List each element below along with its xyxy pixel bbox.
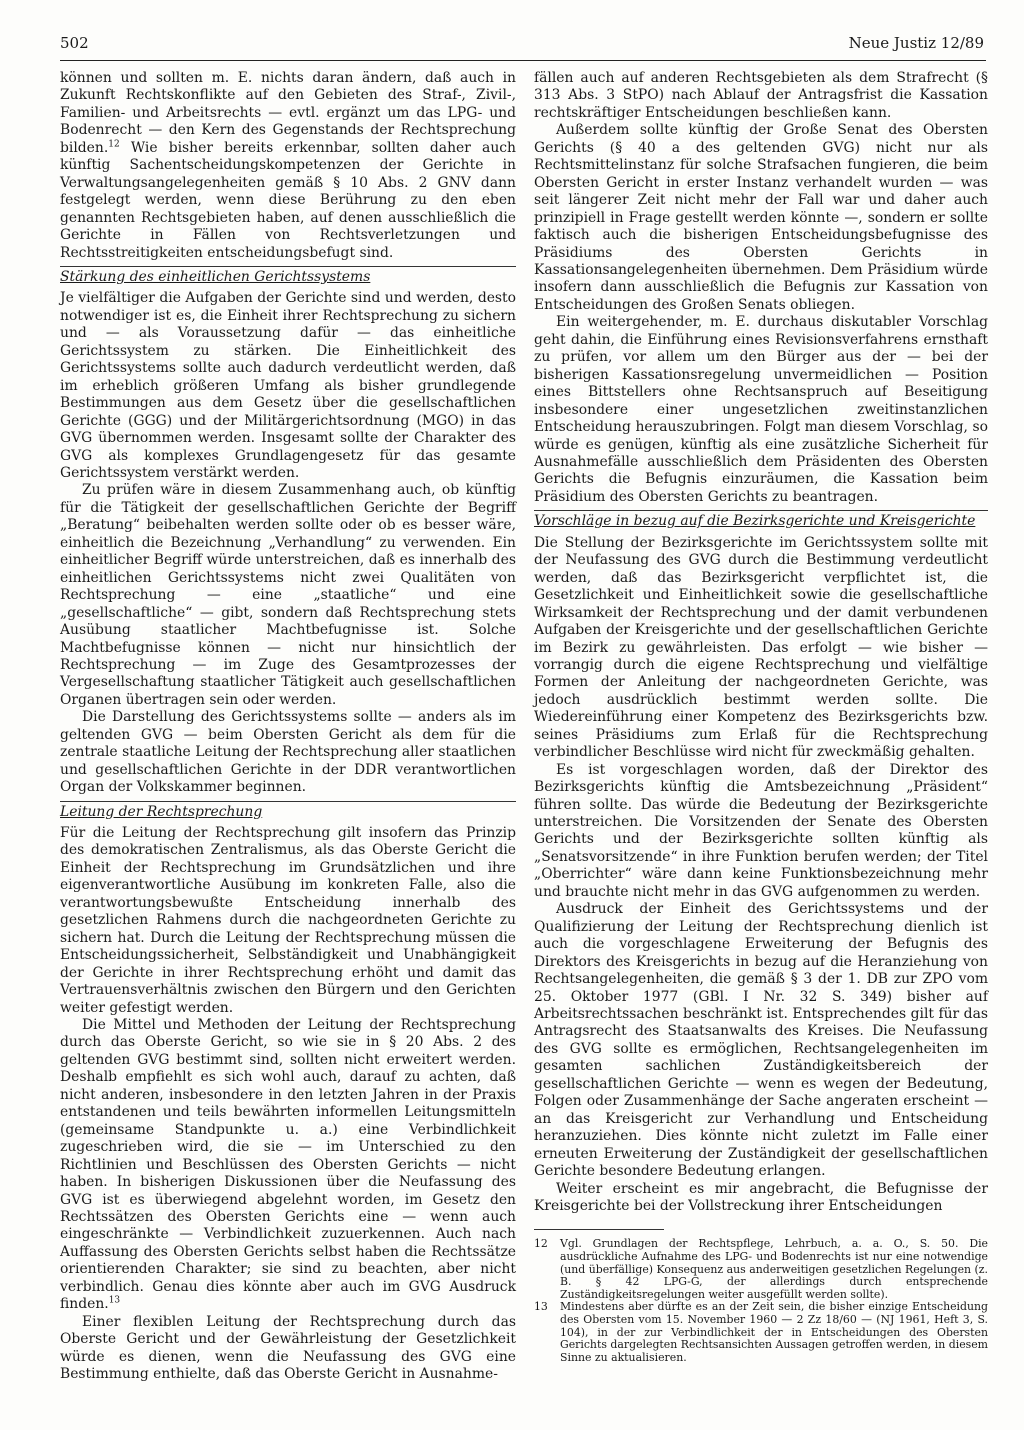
paragraph: fällen auch auf anderen Rechtsgebieten als dem Strafrecht (§ 313 Abs. 3 StPO) nach Ablauf der Antragsfrist die Kassation rechtskräftiger Entscheidungen beschließen kann. [534,70,988,121]
section-heading: Vorschläge in bezug auf die Bezirksgerichte und Kreisgerichte [534,510,988,530]
paragraph: Weiter erscheint es mir angebracht, die Befugnisse der Kreisgerichte bei der Vollstreckung ihrer Entscheidungen [534,1180,988,1214]
section-heading: Stärkung des einheitlichen Gerichtssystems [60,266,516,286]
footnote [534,1238,988,1301]
page-number: 502 [60,34,89,52]
footnote-rule [534,1229,664,1230]
paragraph: Für die Leitung der Rechtsprechung gilt insofern das Prinzip des demokratischen Zentralismus, als das Oberste Gericht die Einheit der Rechtsprechung im Grundsätzlichen und ihre eigenverantwortliche Ausübung im konkreten Falle, also die verantwortungsbewußte Entscheidung innerhalb des gesetzlichen Rahmens durch die nachgeordneten Gerichte zu sichern hat. Durch die Leitung der Rechtsprechung müssen die Entscheidungssicherheit, Selbständigkeit und Unabhängigkeit der Gerichte in ihrer Rechtsprechung erhöht und damit das Vertrauensverhältnis zwischen den Bürgern und den Gerichten weiter gefestigt werden. [60,825,516,1016]
paragraph: Die Mittel und Methoden der Leitung der Rechtsprechung durch das Oberste Gericht, so wie sie in § 20 Abs. 2 des geltenden GVG bestimmt sind, sollten nicht erweitert werden. Deshalb empfiehlt es sich wohl auch, darauf zu achten, daß nicht anderen, insbesondere in den letzten Jahren in der Praxis entstandenen und teils bewährten informellen Leitungsmitteln (gemeinsame Standpunkte u. a.) eine Verbindlichkeit zugeschrieben wird, die sie — im Unterschied zu den Richtlinien und Beschlüssen des Obersten Gerichts — nicht haben. In bisherigen Diskussionen über die Neufassung des GVG ist es überwiegend abgelehnt worden, im Gesetz den Rechtssätzen des Obersten Gerichts eine — wenn auch eingeschränkte — Verbindlichkeit zuzuerkennen. Auch nach Auffassung des Obersten Gerichts selbst haben die Rechtssätze orientierenden Charakter; sie sind zu beachten, aber nicht verbindlich. Genau dies könnte aber auch im GVG Ausdruck finden.$^{13}$ [60,1017,516,1313]
paragraph: Einer flexiblen Leitung der Rechtsprechung durch das Oberste Gericht und der Gewährleistung der Gesetzlichkeit würde es dienen, wenn die Neufassung des GVG eine Bestimmung enthielte, daß das Oberste Gericht in Ausnahme- [60,1313,516,1383]
paragraph: Je vielfältiger die Aufgaben der Gerichte sind und werden, desto notwendiger ist es, die Einheit ihrer Rechtsprechung zu sichern und — als Voraussetzung dafür — das einheitliche Gerichtssystem zu stärken. Die Einheitlichkeit des Gerichtssystems sollte auch dadurch verdeutlicht werden, daß im erheblich größeren Umfang als bisher grundlegende Bestimmungen aus dem Gesetz über die gesellschaftlichen Gerichte (GGG) und der Militärgerichtsordnung (MGO) in das GVG übernommen werden. Insgesamt sollte der Charakter des GVG als komplexes Grundlagengesetz für das gesamte Gerichtssystem verstärkt werden. [60,290,516,481]
page-header [60,34,984,60]
paragraph: Es ist vorgeschlagen worden, daß der Direktor des Bezirksgerichts künftig die Amtsbezeichnung „Präsident“ führen sollte. Das würde die Bedeutung der Bezirksgerichte unterstreichen. Die Vorsitzenden der Senate des Obersten Gerichts und der Bezirksgerichte sollten künftig als „Senatsvorsitzende“ in ihre Funktion berufen werden; der Titel „Oberrichter“ wäre dann keine Funktionsbezeichnung mehr und brauchte nicht mehr in das GVG aufgenommen zu werden. [534,761,988,900]
footnote [534,1301,988,1364]
footnote-text: Vgl. Grundlagen der Rechtspflege, Lehrbuch, a. a. O., S. 50. Die ausdrückliche Aufnahme des LPG- und Bodenrechts ist nur eine notwendige (und überfällige) Konsequenz aus anderweitigen gesetzlichen Regelungen (z. B. § 42 LPG-G, der allerdings durch entsprechende Zuständigkeitsregelungen weiter ausgefüllt werden sollte). [560,1237,988,1301]
left-column [60,70,516,1384]
paragraph: Zu prüfen wäre in diesem Zusammenhang auch, ob künftig für die Tätigkeit der gesellschaftlichen Gerichte der Begriff „Beratung“ beibehalten werden sollte oder ob es besser wäre, einheitlich die Bezeichnung „Verhandlung“ zu verwenden. Ein einheitlicher Begriff würde unterstreichen, daß es innerhalb des einheitlichen Gerichtssystems nicht zwei Qualitäten von Rechtsprechung — eine „staatliche“ und eine „gesellschaftliche“ — gibt, sondern daß Rechtsprechung stets Ausübung staatlicher Machtbefugnisse ist. Solche Machtbefugnisse können — nicht nur hinsichtlich der Rechtsprechung — im Zuge des Gesamtprozesses der Vergesellschaftung staatlicher Tätigkeit auch gesellschaftlichen Organen übertragen sein oder werden. [60,482,516,708]
right-column [534,70,988,1364]
footnote-ref: 12 [108,139,120,150]
footnote-text: Mindestens aber dürfte es an der Zeit sein, die bisher einzige Entscheidung des Obersten vom 15. November 1960 — 2 Zz 18/60 — (NJ 1961, Heft 3, S. 104), in der zur Verbindlichkeit der in Entscheidungen des Obersten Gerichts dargelegten Rechtsansichten Aussagen getroffen werden, in diesem Sinne zu aktualisieren. [560,1300,988,1364]
footnote-number: 13 [534,1300,548,1314]
paragraph: Außerdem sollte künftig der Große Senat des Obersten Gerichts (§ 40 a des geltenden GVG) nicht nur als Rechtsmittelinstanz für solche Strafsachen fungieren, die beim Obersten Gericht in erster Instanz verhandelt wurden — was seit längerer Zeit nicht mehr der Fall war und daher auch prinzipiell in Frage gestellt werden könnte —, sondern er sollte faktisch auch die bisherigen Entscheidungsbefugnisse des Präsidiums des Obersten Gerichts in Kassationsangelegenheiten übernehmen. Dem Präsidium würde insofern dann ausschließlich die Befugnis zur Kassation von Entscheidungen des Großen Senats obliegen. [534,122,988,313]
section-heading: Leitung der Rechtsprechung [60,801,516,821]
footnote-ref: 13 [108,1295,121,1306]
paragraph: Die Stellung der Bezirksgerichte im Gerichtssystem sollte mit der Neufassung des GVG durch die Bestimmung verdeutlicht werden, daß das Bezirksgericht verpflichtet ist, die Gesetzlichkeit und Einheitlichkeit sowie die gesellschaftliche Wirksamkeit der Rechtsprechung und der damit verbundenen Aufgaben der Kreisgerichte und der gesellschaftlichen Gerichte im Bezirk zu gewährleisten. Das erfolgt — wie bisher — vorrangig durch die eigene Rechtsprechung und vielfältige Formen der Anleitung der nachgeordneten Gerichte, was jedoch ausdrücklich bestimmt werden sollte. Die Wiedereinführung einer Kompetenz des Bezirksgerichts bzw. seines Präsidiums zum Erlaß für die Rechtsprechung verbindlicher Beschlüsse wird nicht für zweckmäßig gehalten. [534,534,988,761]
paragraph: Die Darstellung des Gerichtssystems sollte — anders als im geltenden GVG — beim Obersten Gericht als dem für die zentrale staatliche Leitung der Rechtsprechung aller staatlichen und gesellschaftlichen Gerichte in der DDR verantwortlichen Organ der Volkskammer beginnen. [60,709,516,796]
paragraph: können und sollten m. E. nichts daran ändern, daß auch in Zukunft Rechtskonflikte auf den Gebieten des Straf-, Zivil-, Familien- und Arbeitsrechts — evtl. ergänzt um das LPG- und Bodenrecht — den Kern des Gegenstands der Rechtsprechung bilden.$^{12}$ Wie bisher bereits erkennbar, sollten daher auch künftig Sachentscheidungskompetenzen der Gerichte in Verwaltungsangelegenheiten gemäß § 10 Abs. 2 GNV dann festgelegt werden, wenn diese Berührung zu den eben genannten Rechtsgebieten haben, auf denen ausschließlich die Gerichte in Fällen von Rechtsverletzungen und Rechtsstreitigkeiten entscheidungsbefugt sind. [60,70,516,261]
footnote-number: 12 [534,1237,548,1251]
paragraph: Ein weitergehender, m. E. durchaus diskutabler Vorschlag geht dahin, die Einführung eines Revisionsverfahrens ernsthaft zu prüfen, vor allem um den Bürger aus der — bei der bisherigen Kassationsregelung unvermeidlichen — Position eines Bittstellers ohne Rechtsanspruch auf Beseitigung insbesondere einer ungesetzlichen zweitinstanzlichen Entscheidung herauszubringen. Folgt man diesem Vorschlag, so würde es genügen, künftig als eine zusätzliche Sicherheit für Ausnahmefälle ausschließlich dem Präsidenten des Obersten Gerichts die Befugnis einzuräumen, die Kassation beim Präsidium des Obersten Gerichts zu beantragen. [534,314,988,505]
paragraph: Ausdruck der Einheit des Gerichtssystems und der Qualifizierung der Leitung der Rechtsprechung dienlich ist auch die vorgeschlagene Erweiterung der Befugnis des Direktors des Kreisgerichts in bezug auf die Heranziehung von Rechtsangelegenheiten, die gemäß § 3 der 1. DB zur ZPO vom 25. Oktober 1977 (GBl. I Nr. 32 S. 349) bisher auf Arbeitsrechtssachen beschränkt ist. Entsprechendes gilt für das Antragsrecht des Staatsanwalts des Kreises. Die Neufassung des GVG sollte es ermöglichen, Rechtsangelegenheiten im gesamten sachlichen Zuständigkeitsbereich der gesellschaftlichen Gerichte — wenn es wegen der Bedeutung, Folgen oder Zusammenhänge der Sache angeraten erscheint — an das Kreisgericht zur Verhandlung und Entscheidung heranzuziehen. Dies könnte nicht zuletzt im Falle einer erneuten Erweiterung der Zuständigkeit der gesellschaftlichen Gerichte besondere Bedeutung erlangen. [534,901,988,1180]
journal-issue: Neue Justiz 12/89 [848,34,984,52]
header-rule [60,60,986,61]
